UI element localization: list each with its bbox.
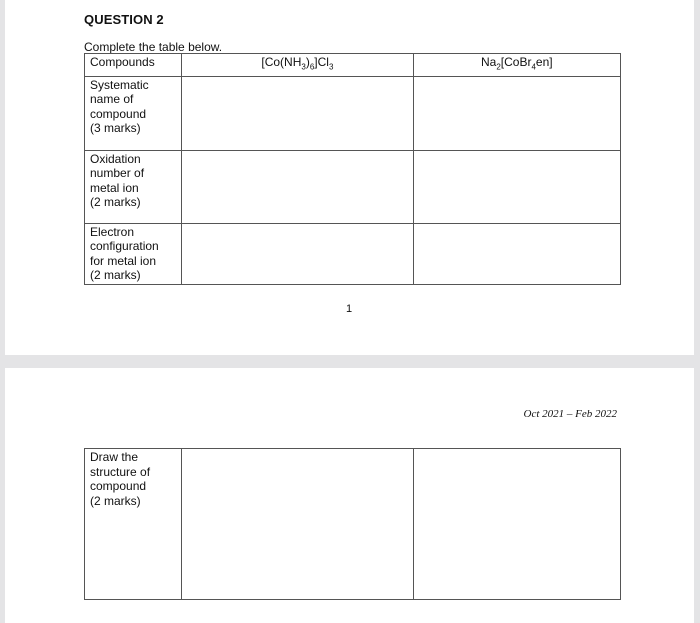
- table-row-electron-configuration: [85, 223, 621, 284]
- question-title: QUESTION 2: [84, 12, 164, 27]
- answer-cell[interactable]: [413, 150, 620, 223]
- document-page-2: [5, 368, 694, 623]
- row-label: Oxidation number of metal ion (2 marks): [85, 150, 182, 223]
- table-header-row: [85, 54, 621, 77]
- question-table: [84, 53, 621, 285]
- answer-cell[interactable]: [413, 449, 620, 600]
- header-compounds: Compounds: [85, 54, 182, 77]
- answer-cell[interactable]: [182, 150, 413, 223]
- date-range: Oct 2021 – Feb 2022: [523, 408, 617, 420]
- page-number: 1: [346, 303, 353, 315]
- row-label: Systematic name of compound (3 marks): [85, 76, 182, 150]
- answer-cell[interactable]: [413, 76, 620, 150]
- table-row-systematic-name: [85, 76, 621, 150]
- document-page-1: [5, 0, 694, 355]
- answer-cell[interactable]: [413, 223, 620, 284]
- header-compound-1: $[Co(NH_3)_6]Cl_3$: [182, 54, 413, 77]
- structure-table: [84, 448, 621, 600]
- answer-cell[interactable]: [182, 223, 413, 284]
- row-label: Electron configuration for metal ion (2 marks): [85, 223, 182, 284]
- row-label: Draw the structure of compound (2 marks): [85, 449, 182, 600]
- table-row-draw-structure: [85, 449, 621, 600]
- answer-cell[interactable]: [182, 76, 413, 150]
- table-row-oxidation-number: [85, 150, 621, 223]
- instruction-text: Complete the table below.: [84, 40, 223, 54]
- header-compound-2: $Na_2[CoBr_4en]$: [413, 54, 620, 77]
- answer-cell[interactable]: [182, 449, 413, 600]
